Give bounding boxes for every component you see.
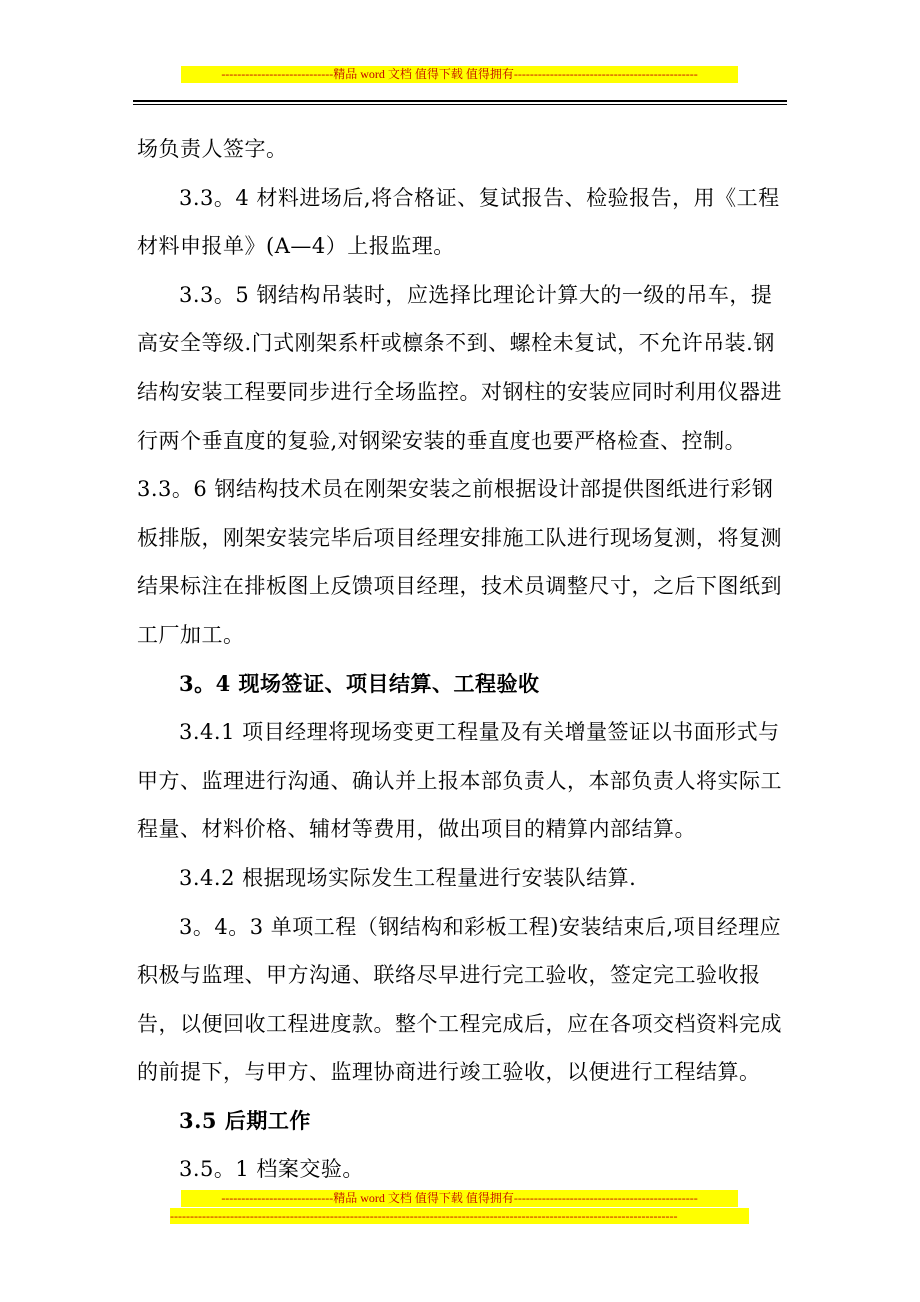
paragraph-3-4-3: 3。4。3 单项工程（钢结构和彩板工程)安装结束后,项目经理应积极与监理、甲方沟通、联络尽早进行完工验收，签定完工验收报告，以便回收工程进度款。整个工程完成后，应在各项交档资料完成的前提下，与甲方、监理协商进行竣工验收，以便进行工程结算。 — [137, 914, 782, 1085]
document-body — [137, 125, 785, 1194]
header-banner: ----------------------------精品 word 文档 值得下载 值得拥有---------------------------------------------- — [181, 66, 738, 83]
paragraph-3-3-4: 3.3。4 材料进场后,将合格证、复试报告、检验报告，用《工程材料申报单》(A—4）上报监理。 — [137, 185, 780, 259]
paragraph-3-4-2: 3.4.2 根据现场实际发生工程量进行安装队结算. — [179, 865, 637, 890]
header-rule-thin — [133, 104, 787, 105]
paragraph-continuation: 场负责人签字。 — [137, 137, 288, 161]
header-rule-thick — [133, 100, 787, 102]
paragraph-3-3-6: 3.3。6 钢结构技术员在刚架安装之前根据设计部提供图纸进行彩钢板排版，刚架安装完毕后项目经理安排施工队进行现场复测，将复测结果标注在排板图上反馈项目经理，技术员调整尺寸，之后下图纸到工厂加工。 — [137, 477, 782, 647]
footer-banner: ----------------------------精品 word 文档 值得下载 值得拥有---------------------------------------------- — [181, 1190, 738, 1207]
paragraph-3-5-1: 3.5。1 档案交验。 — [179, 1157, 364, 1182]
footer-dash-line: ------------------------------------------------------------------------------------------------------------------------------- — [170, 1208, 749, 1224]
paragraph-3-3-5: 3.3。5 钢结构吊装时，应选择比理论计算大的一级的吊车，提高安全等级.门式刚架系杆或檩条不到、螺栓未复试，不允许吊装.钢结构安装工程要同步进行全场监控。对钢柱的安装应同时利用仪器进行两个垂直度的复验,对钢梁安装的垂直度也要严格检查、控制。 — [137, 282, 782, 453]
section-heading-3-5: 3.5 后期工作 — [179, 1107, 311, 1133]
section-heading-3-4: 3。4 现场签证、项目结算、工程验收 — [179, 670, 540, 696]
paragraph-3-4-1: 3.4.1 项目经理将现场变更工程量及有关增量签证以书面形式与甲方、监理进行沟通、确认并上报本部负责人，本部负责人将实际工程量、材料价格、辅材等费用，做出项目的精算内部结算。 — [137, 720, 782, 842]
